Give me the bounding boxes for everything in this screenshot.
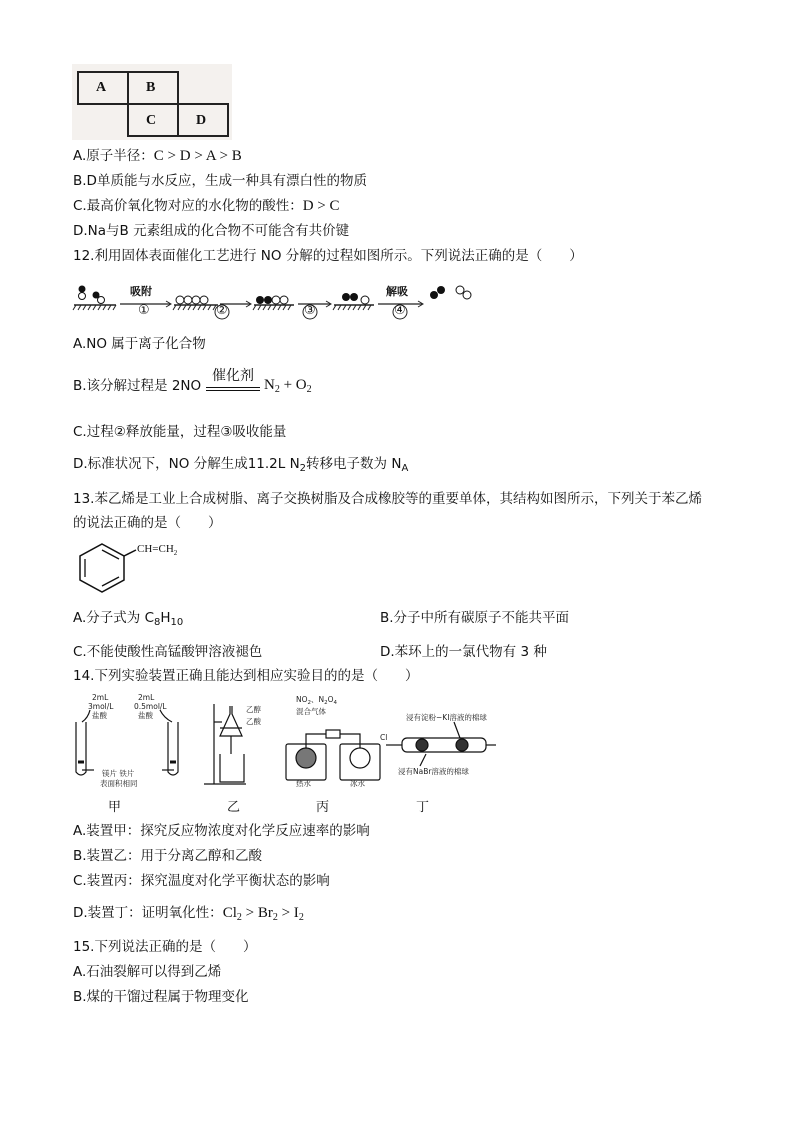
catalyst-label: 催化剂 (212, 368, 254, 384)
q14-option-c: C.装置丙：探究温度对化学平衡状态的影响 (73, 873, 330, 889)
yi-acetic: 乙酸 (246, 717, 261, 726)
periodic-table-fragment (72, 64, 232, 140)
q11-option-a: A.原子半径：C > D > A > B (73, 148, 242, 164)
cell-b: B (146, 80, 156, 95)
jia-right-acid: 盐酸 (138, 711, 153, 720)
q13-option-a: A.分子式为 $C_8H_{10}$ (73, 610, 184, 628)
jia-metals: 镁片 铁片 (102, 769, 135, 778)
step-1: ① (138, 303, 150, 318)
catalyst-arrow (206, 365, 260, 391)
q11-option-c: C.最高价氧化物对应的水化物的酸性：D > C (73, 198, 340, 214)
q13-option-c: C.不能使酸性高锰酸钾溶液褪色 (73, 644, 263, 660)
cell-a: A (96, 80, 107, 95)
jia-area: 表面积相同 (100, 779, 138, 788)
ding-nabr-label: 浸有NaBr溶液的棉球 (398, 767, 469, 776)
q12-stem: 12.利用固体表面催化工艺进行 NO 分解的过程如图所示。下列说法正确的是（ ） (73, 248, 583, 264)
q14-stem: 14.下列实验装置正确且能达到相应实验目的的是（ ） (73, 668, 419, 684)
jia-left-conc: 3mol/L (88, 702, 114, 711)
step-2: ② (216, 303, 228, 318)
q12-option-d: D.标准状况下，NO 分解生成11.2L $N_2$转移电子数为 $N_A$ (73, 456, 409, 474)
bing-mix: 混合气体 (296, 707, 326, 716)
yi-ethanol: 乙醇 (246, 705, 261, 714)
apparatus-ding (386, 722, 496, 766)
ding-ki-label: 浸有淀粉−KI溶液的棉球 (406, 713, 487, 722)
label-yi: 乙 (227, 800, 241, 815)
no-decomposition-diagram (72, 281, 482, 321)
apparatus-bing (286, 730, 380, 780)
label-ding: 丁 (416, 800, 430, 815)
q14-option-a: A.装置甲：探究反应物浓度对化学反应速率的影响 (73, 823, 370, 839)
bing-ice-water: 冰水 (350, 779, 365, 788)
q12-option-c: C.过程②释放能量，过程③吸收能量 (73, 424, 287, 440)
q15-option-b: B.煤的干馏过程属于物理变化 (73, 989, 249, 1005)
bing-hot-water: 热水 (296, 779, 311, 788)
step-4: ④ (394, 303, 406, 318)
q12-option-a: A.NO 属于离子化合物 (73, 336, 206, 352)
cell-c: C (146, 113, 157, 128)
vinyl-label: $CH=CH_2$ (137, 543, 178, 557)
ding-cl-label: Cl (380, 733, 388, 742)
q15-stem: 15.下列说法正确的是（ ） (73, 939, 257, 955)
apparatus-drawings (70, 692, 510, 788)
desorb-label: 解吸 (386, 285, 408, 298)
jia-right-conc: 0.5mol/L (134, 702, 167, 711)
q11-option-d: D.Na与B 元素组成的化合物不可能含有共价键 (73, 223, 350, 239)
adsorb-label: 吸附 (130, 285, 152, 298)
jia-left-acid: 盐酸 (92, 711, 107, 720)
q13-option-d: D.苯环上的一氯代物有 3 种 (380, 644, 547, 660)
q13-option-b: B.分子中所有碳原子不能共平面 (380, 610, 570, 626)
q12-option-b-products: $N_2 + O_2$ (264, 377, 312, 395)
q13-stem-line2: 的说法正确的是（ ） (73, 515, 222, 531)
q13-stem-line1: 13.苯乙烯是工业上合成树脂、离子交换树脂及合成橡胶等的重要单体，其结构如图所示，下列关于苯乙烯 (73, 491, 702, 507)
q11-option-b: B.D单质能与水反应，生成一种具有漂白性的物质 (73, 173, 367, 189)
q15-option-a: A.石油裂解可以得到乙烯 (73, 964, 222, 980)
q14-option-d: D.装置丁：证明氧化性：$Cl_2 > Br_2 > I_2$ (73, 905, 304, 923)
bing-gases: $NO_2$、$N_2O_4$ (296, 695, 338, 706)
label-bing: 丙 (316, 800, 330, 815)
cell-d: D (196, 113, 207, 128)
jia-right-vol: 2mL (138, 693, 155, 702)
jia-left-vol: 2mL (92, 693, 109, 702)
label-jia: 甲 (108, 800, 122, 815)
q14-option-b: B.装置乙：用于分离乙醇和乙酸 (73, 848, 263, 864)
apparatus-figure (70, 692, 510, 814)
styrene-structure (72, 540, 192, 596)
apparatus-yi (204, 704, 246, 784)
step-3: ③ (304, 303, 316, 318)
q12-option-b: B.该分解过程是 2NO (73, 378, 202, 394)
